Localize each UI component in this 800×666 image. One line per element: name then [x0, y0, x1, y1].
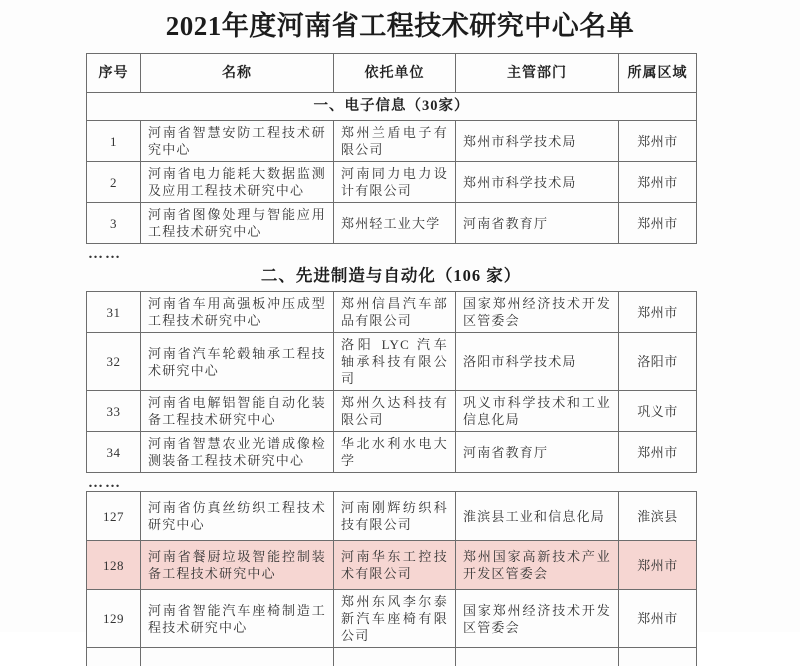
table-advanced-manufacturing [86, 291, 697, 473]
cell-name: 河南省车用高强板冲压成型工程技术研究中心 [141, 292, 334, 333]
cell-unit: 郑州信昌汽车部品有限公司 [334, 292, 456, 333]
cell-dept: 河南省教育厅 [456, 432, 619, 473]
table-row [87, 590, 697, 648]
cell-no: 128 [87, 541, 141, 590]
cell-unit: 郑州东风李尔泰新汽车座椅有限公司 [334, 590, 456, 648]
column-header-no: 序号 [87, 54, 141, 93]
column-header-unit: 依托单位 [334, 54, 456, 93]
table-row [87, 292, 697, 333]
cell-region: 郑州市 [619, 432, 697, 473]
cell-name [141, 648, 334, 666]
table-row [87, 432, 697, 473]
column-header-region: 所属区域 [619, 54, 697, 93]
cell-region: 淮滨县 [619, 492, 697, 541]
cell-name: 河南省智慧农业光谱成像检测装备工程技术研究中心 [141, 432, 334, 473]
table-row [87, 121, 697, 162]
cell-region: 郑州市 [619, 590, 697, 648]
cell-region: 郑州市 [619, 203, 697, 244]
cell-no: 32 [87, 333, 141, 391]
cell-dept: 河南省教育厅 [456, 203, 619, 244]
cell-name: 河南省电力能耗大数据监测及应用工程技术研究中心 [141, 162, 334, 203]
cell-unit: 郑州轻工业大学 [334, 203, 456, 244]
page-title: 2021年度河南省工程技术研究中心名单 [0, 0, 800, 42]
table-row-partial [87, 648, 697, 666]
cell-name: 河南省电解铝智能自动化装备工程技术研究中心 [141, 391, 334, 432]
cell-name: 河南省智慧安防工程技术研究中心 [141, 121, 334, 162]
cell-name: 河南省餐厨垃圾智能控制装备工程技术研究中心 [141, 541, 334, 590]
section-row-electronic-info [87, 93, 697, 121]
cell-region: 郑州市 [619, 162, 697, 203]
cell-unit: 华北水利水电大学 [334, 432, 456, 473]
cell-unit: 郑州久达科技有限公司 [334, 391, 456, 432]
section-heading-advanced-manufacturing: 二、先进制造与自动化（106 家） [86, 262, 696, 286]
cell-dept: 郑州市科学技术局 [456, 162, 619, 203]
cell-dept: 国家郑州经济技术开发区管委会 [456, 590, 619, 648]
cell-no: 33 [87, 391, 141, 432]
cell-no [87, 648, 141, 666]
table-row [87, 391, 697, 432]
cell-name: 河南省图像处理与智能应用工程技术研究中心 [141, 203, 334, 244]
cell-no: 34 [87, 432, 141, 473]
cell-no: 127 [87, 492, 141, 541]
table-row [87, 203, 697, 244]
table-rows-127-129 [86, 491, 697, 666]
ellipsis-separator: …… [88, 247, 800, 261]
cell-dept: 国家郑州经济技术开发区管委会 [456, 292, 619, 333]
table-row [87, 333, 697, 391]
cell-no: 31 [87, 292, 141, 333]
cell-region: 郑州市 [619, 121, 697, 162]
cell-name: 河南省智能汽车座椅制造工程技术研究中心 [141, 590, 334, 648]
cell-dept: 洛阳市科学技术局 [456, 333, 619, 391]
cell-no: 3 [87, 203, 141, 244]
cell-unit: 河南刚辉纺织科技有限公司 [334, 492, 456, 541]
cell-region: 洛阳市 [619, 333, 697, 391]
table-electronic-info [86, 53, 697, 244]
cell-dept: 郑州国家高新技术产业开发区管委会 [456, 541, 619, 590]
cell-name: 河南省仿真丝纺织工程技术研究中心 [141, 492, 334, 541]
cell-unit: 河南华东工控技术有限公司 [334, 541, 456, 590]
cell-no: 129 [87, 590, 141, 648]
cell-unit [334, 648, 456, 666]
cell-unit: 河南同力电力设计有限公司 [334, 162, 456, 203]
cell-unit: 郑州兰盾电子有限公司 [334, 121, 456, 162]
cell-dept: 郑州市科学技术局 [456, 121, 619, 162]
table-row-highlighted [87, 541, 697, 590]
cell-no: 1 [87, 121, 141, 162]
cell-region: 巩义市 [619, 391, 697, 432]
cell-dept: 淮滨县工业和信息化局 [456, 492, 619, 541]
cell-region [619, 648, 697, 666]
cell-region: 郑州市 [619, 292, 697, 333]
cell-no: 2 [87, 162, 141, 203]
table-row [87, 162, 697, 203]
ellipsis-separator: …… [88, 476, 800, 490]
column-header-dept: 主管部门 [456, 54, 619, 93]
cell-dept [456, 648, 619, 666]
cell-name: 河南省汽车轮毂轴承工程技术研究中心 [141, 333, 334, 391]
cell-unit: 洛阳 LYC 汽车轴承科技有限公司 [334, 333, 456, 391]
column-header-name: 名称 [141, 54, 334, 93]
cell-region: 郑州市 [619, 541, 697, 590]
cell-dept: 巩义市科学技术和工业信息化局 [456, 391, 619, 432]
table-row [87, 492, 697, 541]
section-heading-electronic-info: 一、电子信息（30家） [87, 93, 697, 121]
table-header-row [87, 54, 697, 93]
